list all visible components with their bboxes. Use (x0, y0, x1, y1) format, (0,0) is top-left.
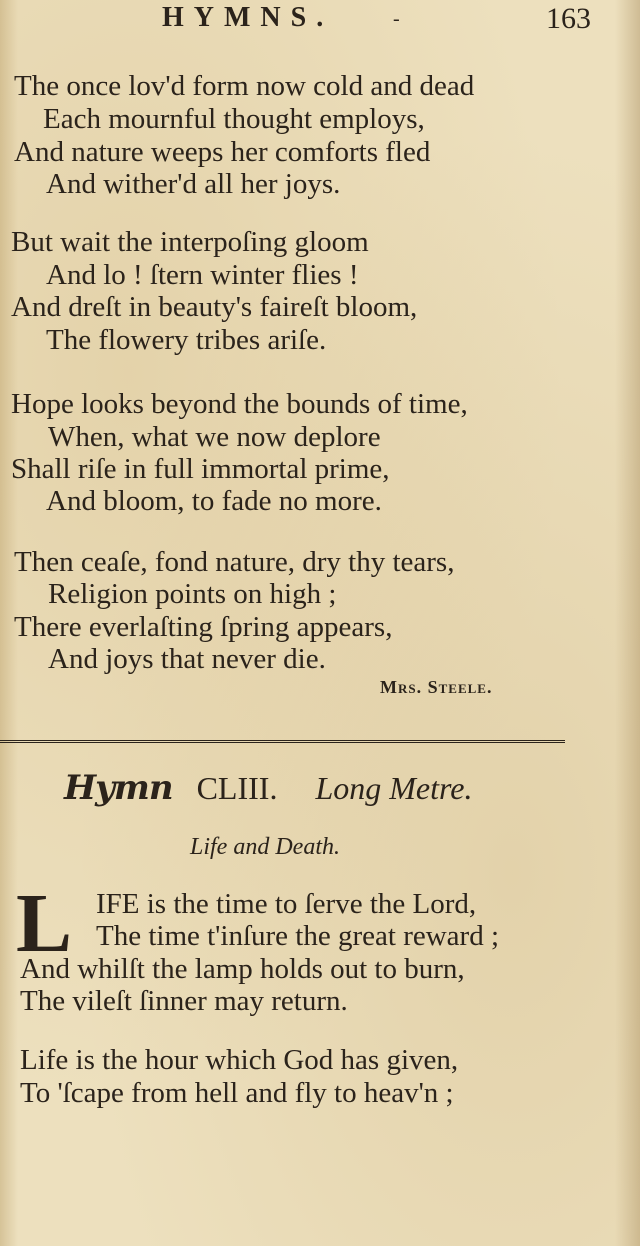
hymn-label: Hymn (64, 768, 173, 808)
hymn-metre: Long Metre. (315, 770, 473, 806)
verse-line: And dreſt in beauty's faireſt bloom, (11, 291, 418, 323)
verse-line: But wait the interpoſing gloom (11, 226, 369, 258)
verse-line: IFE is the time to ſerve the Lord, (96, 888, 477, 920)
verse-line: And wither'd all her joys. (46, 168, 341, 200)
verse-line: And nature weeps her comforts fled (14, 136, 431, 168)
verse-line: And bloom, to fade no more. (46, 485, 382, 517)
hymn-number: CLIII. (196, 770, 278, 806)
verse-line: And whilſt the lamp holds out to burn, (20, 953, 465, 985)
verse-line: And joys that never die. (48, 643, 326, 675)
verse-line: The vileſt ſinner may return. (20, 985, 348, 1017)
verse-line: Then ceaſe, fond nature, dry thy tears, (14, 546, 455, 578)
verse-line: And lo ! ſtern winter flies ! (46, 259, 359, 291)
page-number: 163 (546, 2, 591, 35)
attribution: Mrs. Steele. (380, 677, 493, 697)
verse-line: The time t'inſure the great reward ; (96, 920, 499, 952)
running-head: HYMNS. (162, 2, 334, 33)
verse-line: When, what we now deplore (48, 421, 381, 453)
hymn-heading (64, 768, 472, 808)
verse-line: The flowery tribes ariſe. (46, 324, 327, 356)
verse-line: Each mournful thought employs, (43, 103, 425, 135)
verse-line: To 'ſcape from hell and fly to heav'n ; (20, 1077, 454, 1109)
drop-cap: L (16, 877, 73, 970)
verse-line: Shall riſe in full immortal prime, (11, 453, 390, 485)
verse-line: There everlaſting ſpring appears, (14, 611, 393, 643)
verse-line: Hope looks beyond the bounds of time, (11, 388, 468, 420)
hymn-subtitle: Life and Death. (190, 834, 340, 860)
running-head-dash: - (393, 8, 400, 30)
verse-line: Religion points on high ; (48, 578, 337, 610)
section-divider (0, 740, 565, 743)
verse-line: The once lov'd form now cold and dead (14, 70, 475, 102)
verse-line: Life is the hour which God has given, (20, 1044, 459, 1076)
